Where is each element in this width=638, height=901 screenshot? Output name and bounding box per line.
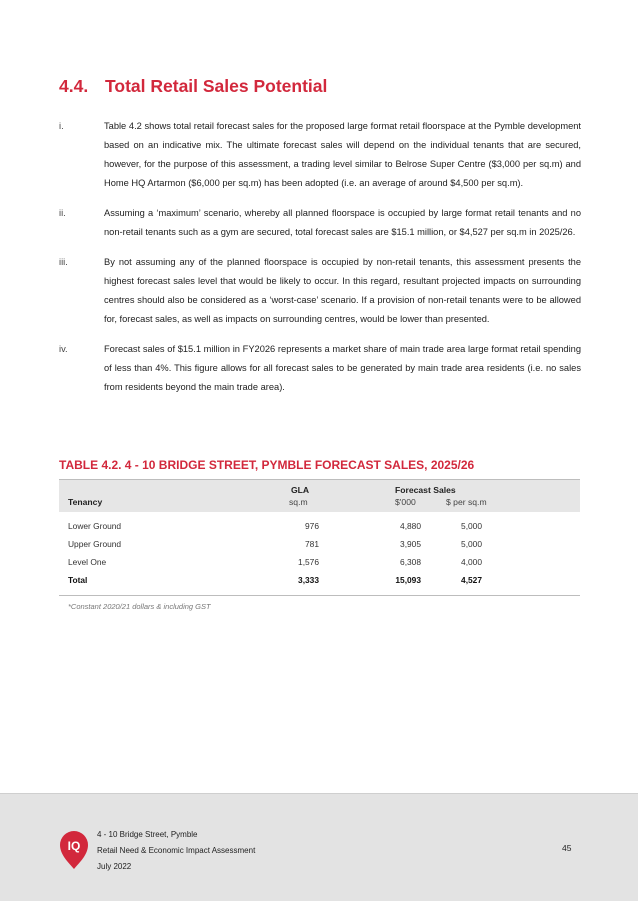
cell-gla: 781 xyxy=(305,539,319,549)
table-row xyxy=(59,535,580,553)
paragraph-text: By not assuming any of the planned floorspace is occupied by non-retail tenants, this assessment presents the highest forecast sales level that would be likely to occur. In this regard, resultant projected impacts on surrounding centres should also be considered as a ‘worst-case’ scenario. If a provision of non-retail tenants were to be allowed for, forecast sales, as well as impacts on surrounding centres, would be lower than presented. xyxy=(104,257,581,324)
cell-gla: 976 xyxy=(305,521,319,531)
header-tenancy: Tenancy xyxy=(68,497,103,507)
paragraph-text: Table 4.2 shows total retail forecast sales for the proposed large format retail floorspace at the Pymble development based on an indicative mix. The ultimate forecast sales will depend on the individual tenants that are secured, however, for the purpose of this assessment, a trading level similar to Belrose Super Centre ($3,000 per sq.m) and Home HQ Artarmon ($6,000 per sq.m) has been adopted (i.e. an average of around $4,500 per sq.m). xyxy=(104,121,581,188)
cell-per-sqm: 4,527 xyxy=(461,575,482,585)
footer-date: July 2022 xyxy=(97,862,132,871)
cell-per-sqm: 4,000 xyxy=(461,557,482,567)
page-footer xyxy=(0,793,638,901)
header-gla-unit: sq.m xyxy=(289,497,308,507)
iq-logo-icon xyxy=(59,830,89,870)
table-note: *Constant 2020/21 dollars & including GST xyxy=(68,602,211,611)
section-number: 4.4. xyxy=(59,76,89,96)
section-title: Total Retail Sales Potential xyxy=(105,76,328,96)
list-item xyxy=(59,340,581,397)
footer-project: 4 - 10 Bridge Street, Pymble xyxy=(97,830,198,839)
cell-tenancy: Upper Ground xyxy=(68,539,122,549)
table-row xyxy=(59,553,580,571)
header-forecast-sales: Forecast Sales xyxy=(395,485,456,495)
page-number: 45 xyxy=(562,843,572,853)
cell-sales: 15,093 xyxy=(395,575,421,585)
footer-text xyxy=(97,827,255,875)
cell-gla: 3,333 xyxy=(298,575,319,585)
cell-per-sqm: 5,000 xyxy=(461,539,482,549)
cell-sales: 3,905 xyxy=(400,539,421,549)
cell-gla: 1,576 xyxy=(298,557,319,567)
header-gla: GLA xyxy=(291,485,310,495)
paragraph-text: Assuming a ‘maximum’ scenario, whereby all planned floorspace is occupied by large format retail tenants and no non-retail tenants such as a gym are secured, total forecast sales are $15.1 million, or $4,527 per sq.m in 2025/26. xyxy=(104,208,581,237)
table-body xyxy=(59,512,580,589)
list-item xyxy=(59,253,581,329)
table-header xyxy=(59,479,580,512)
list-item xyxy=(59,117,581,193)
table-title: TABLE 4.2. 4 - 10 BRIDGE STREET, PYMBLE FORECAST SALES, 2025/26 xyxy=(59,458,475,472)
forecast-sales-table xyxy=(59,479,580,589)
cell-sales: 6,308 xyxy=(400,557,421,567)
header-sales-unit: $'000 xyxy=(395,497,416,507)
list-marker: i. xyxy=(59,121,64,131)
cell-tenancy: Level One xyxy=(68,557,107,567)
logo-text: IQ xyxy=(67,839,81,853)
footer-report-title: Retail Need & Economic Impact Assessment xyxy=(97,846,256,855)
paragraph-text: Forecast sales of $15.1 million in FY2026 represents a market share of main trade area large format retail spending of less than 4%. This figure allows for all forecast sales to be generated by main trade area residents (i.e. no sales from residents beyond the main trade area). xyxy=(104,344,581,392)
list-item xyxy=(59,204,581,242)
section-heading xyxy=(59,76,327,97)
table-row xyxy=(59,517,580,535)
table-total-row xyxy=(59,571,580,589)
header-per-sqm-unit: $ per sq.m xyxy=(446,497,487,507)
cell-per-sqm: 5,000 xyxy=(461,521,482,531)
cell-tenancy: Total xyxy=(68,575,88,585)
list-marker: ii. xyxy=(59,208,66,218)
list-marker: iv. xyxy=(59,344,68,354)
cell-sales: 4,880 xyxy=(400,521,421,531)
list-marker: iii. xyxy=(59,257,68,267)
table-bottom-rule xyxy=(59,595,580,596)
paragraph-list xyxy=(59,117,581,408)
cell-tenancy: Lower Ground xyxy=(68,521,122,531)
